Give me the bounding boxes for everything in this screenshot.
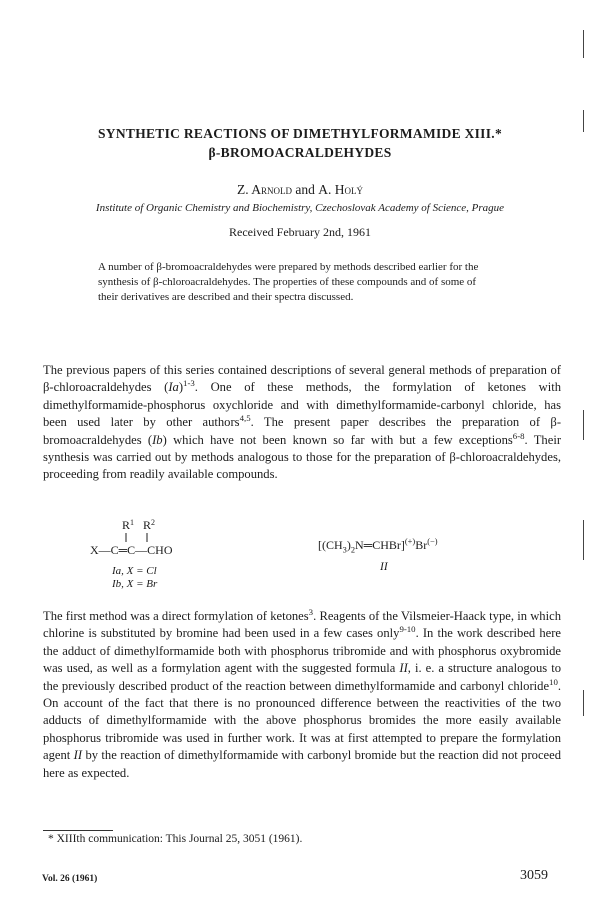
substituent-r1: $R^1$ — [122, 518, 135, 532]
reagent-part: [(CH — [318, 538, 343, 552]
reagent-part: Br — [415, 538, 428, 552]
reagent-formula-ii — [318, 538, 438, 553]
compound-ref: II — [399, 661, 408, 676]
reagent-subscript: 2 — [350, 545, 356, 555]
paragraph-2-text: by the reaction of dimethylformamide with carbonyl bromide but the reaction did not proceed here as expected. — [43, 748, 562, 780]
main-chain: X—C═C—CHO — [90, 543, 173, 557]
scan-edge-mark — [583, 110, 584, 132]
paragraph-2-text: , i. e. a structure analogous to the previously described product of the reaction between dimethylformamide and carbonyl chloride — [43, 661, 561, 693]
paragraph-1-text: . Their synthesis was carried out by methods analogous to those for the preparation of β-chloroacraldehydes, proceeding from readily available compounds. — [43, 432, 562, 482]
paragraph-2-text: The first method was a direct formylation of ketones — [43, 609, 309, 623]
compound-ref: Ia — [168, 380, 179, 395]
citation-superscript: 9-10 — [399, 624, 416, 635]
article-title — [40, 124, 560, 162]
reagent-part: ) — [346, 538, 351, 552]
label-ib: Ib, X = Br — [112, 578, 158, 590]
compound-ref: Ib — [152, 432, 163, 447]
paragraph-1 — [43, 362, 561, 484]
paragraph-1-text: . One of these methods, the formylation of ketones with dimethylformamide-phosphorus oxychloride and with dimethylformamide-carbonyl chloride, has been used later by other authors — [43, 380, 561, 430]
page-number: 3059 — [520, 868, 548, 883]
reagent-label-ii: II — [380, 561, 388, 573]
paragraph-2-text: . In the work described here the adduct of dimethylformamide both with phosphorus tribromide and with phosphorus oxybromide was used, as well as a formylation agent with the suggested formula — [43, 626, 561, 676]
scan-edge-mark — [583, 30, 584, 58]
scan-edge-mark — [583, 410, 584, 440]
citation-superscript: 4,5 — [239, 413, 251, 424]
journal-volume: Vol. 26 (1961) — [42, 874, 98, 884]
author-1: Z. Arnold — [237, 182, 292, 197]
paragraph-1-text: ) — [178, 380, 184, 395]
citation-superscript: 3 — [308, 606, 314, 617]
substituent-r2: $R^2$ — [143, 518, 156, 532]
reagent-charge: (−) — [427, 537, 438, 546]
author-2: A. Holý — [318, 182, 363, 197]
scan-edge-mark — [583, 520, 584, 560]
paragraph-2-text: . On account of the fact that there is no pronounced difference between the reactivities of the two adducts of dimethylformamide with the above phosphorus bromides the more easily available phosphorus tribromide was used in further work. It was at first attempted to prepare the formylation agent — [43, 678, 561, 763]
footnote: * XIIIth communication: This Journal 25, 3051 (1961). — [48, 833, 303, 845]
authors — [40, 182, 560, 198]
title-line-1: SYNTHETIC REACTIONS OF DIMETHYLFORMAMIDE XIII.* — [97, 126, 503, 141]
reagent-part: N═CHBr] — [355, 538, 405, 552]
paragraph-1-text: . The present paper describes the preparation of β-bromoacraldehydes ( — [43, 415, 562, 447]
reagent-charge: (+) — [404, 537, 416, 546]
paragraph-1-text: ) which have not been known so far with but a few exceptions — [162, 432, 513, 447]
footnote-divider — [43, 830, 113, 831]
paragraph-1-text: The previous papers of this series contained descriptions of several general methods of preparation of β-chloroacraldehydes ( — [43, 363, 561, 395]
paragraph-2 — [43, 608, 561, 782]
received-date: Received February 2nd, 1961 — [229, 225, 371, 239]
abstract: A number of β-bromoacraldehydes were prepared by methods described earlier for the synthesis of β-chloroacraldehydes. The properties of these compounds and of some of their derivatives are described and their spectra discussed. — [98, 261, 479, 303]
scan-edge-mark — [583, 690, 584, 716]
structure-formula-i — [90, 514, 240, 594]
compound-ref: II — [73, 748, 83, 763]
label-ia: Ia, X = Cl — [112, 565, 157, 577]
author-conjunction: and — [295, 182, 315, 197]
citation-superscript: 6-8 — [512, 430, 525, 441]
reagent-subscript: 3 — [342, 545, 347, 555]
affiliation: Institute of Organic Chemistry and Biochemistry, Czechoslovak Academy of Science, Prague — [95, 202, 505, 214]
title-line-2: β-BROMOACRALDEHYDES — [208, 145, 392, 160]
citation-superscript: 10 — [549, 676, 558, 687]
citation-superscript: 1-3 — [183, 378, 195, 389]
paragraph-2-text: . Reagents of the Vilsmeier-Haack type, in which chlorine is substituted by bromine had been used in a few cases only — [43, 609, 561, 641]
